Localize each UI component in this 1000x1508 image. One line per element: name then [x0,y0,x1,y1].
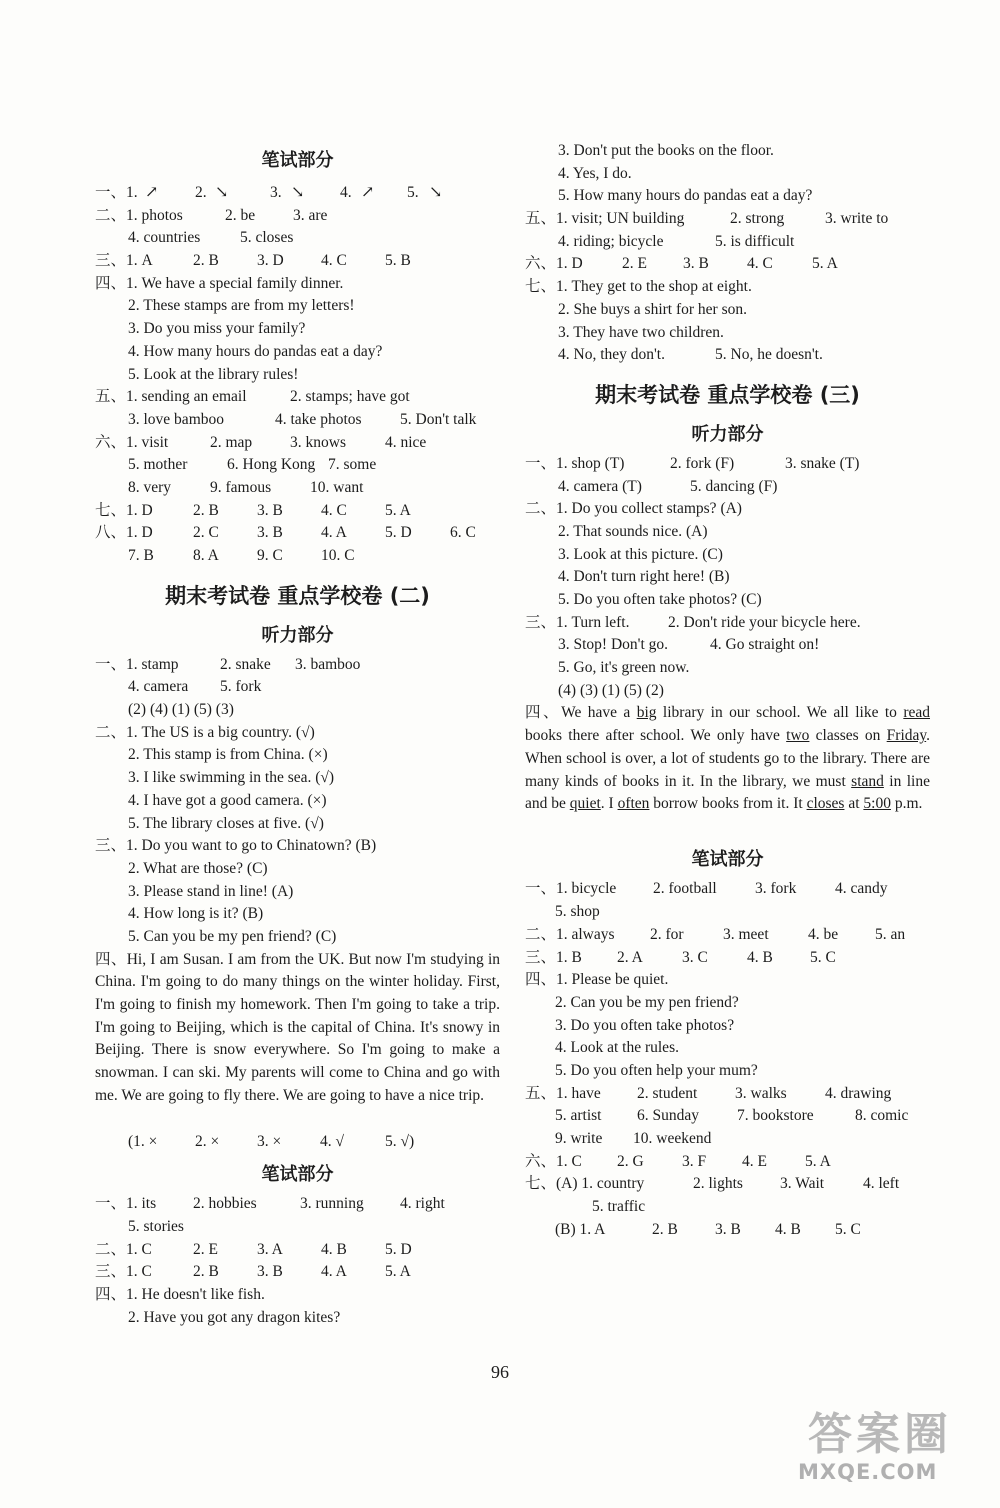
answer-line: 3. They have two children. [558,323,724,341]
answer-line: 六、1. C 2. G 3. F 4. E 5. A [525,1152,831,1170]
answer-line: 2. She buys a shirt for her son. [558,300,747,318]
answer-line: 二、1. Do you collect stamps? (A) [525,500,742,518]
section-title-written: 笔试部分 [261,150,334,171]
answer-line: 4. I have got a good camera. (×) [128,791,327,809]
answer-line: 五、1. have 2. student 3. walks 4. drawing [525,1084,892,1102]
answer-line: 三、1. B 2. A 3. C 4. B 5. C [525,948,836,966]
answer-line: 六、1. D 2. E 3. B 4. C 5. A [525,255,838,273]
exam-title-2: 期末考试卷 重点学校卷 (二) [165,583,430,608]
answer-line: 七、1. They get to the shop at eight. [525,278,752,296]
answer-line: 2. That sounds nice. (A) [558,522,708,540]
answer-line: 六、1. visit 2. map 3. knows 4. nice [95,433,427,451]
answer-line: 一、1. ↗ 2. ↘ 3. ↘ 4. ↗ 5. ↘ [95,182,500,205]
answer-blank: big [636,704,657,722]
answer-line: 4. camera (T) 5. dancing (F) [558,477,778,495]
answer-line: 五、1. sending an email 2. stamps; have got [95,388,410,406]
passage: 四、We have a big library in our school. We all like to read books there after school. We only have two classes on Friday. When school is over, a lot of students go to the library. There are many kinds of books in it. In the library, we must stand in line and be quiet. I often borrow books from it. It closes at 5:00 p.m. [525,704,931,813]
answer-blank: read [903,704,930,722]
section-title-listening: 听力部分 [691,423,764,445]
answer-line: 八、1. D 2. C 3. B 4. A 5. D 6. C [95,524,476,542]
answer-line: 2. Have you got any dragon kites? [128,1308,341,1326]
answer-line: 二、1. The US is a big country. (√) [95,723,315,741]
section-title-written: 笔试部分 [691,849,764,871]
answer-line: 3. I like swimming in the sea. (√) [128,769,335,787]
answer-line: 7. B 8. A 9. C 10. C [128,547,355,564]
answer-line: 5. artist 6. Sunday 7. bookstore 8. comic [555,1107,909,1125]
answer-line: 3. Do you often take photos? [555,1016,735,1034]
answer-blank: 5:00 [863,795,891,813]
right-column [525,140,930,1241]
answer-line: 三、1. Turn left. 2. Don't ride your bicycle here. [525,613,861,631]
answer-line: 5. shop [555,903,600,921]
answer-line: 3. Don't put the books on the floor. [558,142,774,159]
answer-line: 5. Go, it's green now. [558,659,690,677]
exam-title-3: 期末考试卷 重点学校卷 (三) [595,382,860,407]
answer-blank: quiet [569,795,601,813]
answer-line: 五、1. visit; UN building 2. strong 3. write to [525,210,889,228]
answer-line: 二、1. photos 2. be 3. are [95,206,328,224]
section-title-written: 笔试部分 [261,1164,334,1186]
answer-line: 3. Do you miss your family? [128,320,306,338]
answer-line: 5. traffic [592,1198,646,1216]
answer-line: 5. stories [128,1218,184,1235]
left-column [95,140,500,1329]
answer-line: (B) 1. A 2. B 3. B 4. B 5. C [555,1220,861,1238]
answer-line: 七、1. D 2. B 3. B 4. C 5. A [95,501,411,519]
page-number: 96 [491,1362,509,1382]
answer-blank: stand [851,772,884,790]
falling-arrow-icon: ↘ [291,184,305,201]
answer-line: 七、(A) 1. country 2. lights 3. Wait 4. left [525,1175,900,1193]
answer-line: 4. Look at the rules. [555,1039,679,1057]
answer-line: 5. The library closes at five. (√) [128,814,324,832]
passage: 四、Hi, I am Susan. I am from the UK. But now I'm studying in China. I'm going to do many things on the winter holiday. First, I'm going to finish my homework. Then I'm going to take a trip. I'm going to Beijing, which is the capital of China. It's snowy in Beijing. There is snow everywhere. So I'm going to make a snowman. I can ski. My parents will come to China and go with me. We are going to fly there. We are going to have a nice trip. [95,950,500,1104]
answer-blank: two [786,727,810,745]
answer-line: 4. How long is it? (B) [128,905,264,923]
answer-line: (2) (4) (1) (5) (3) [128,701,234,719]
answer-line: 一、1. its 2. hobbies 3. running 4. right [95,1195,445,1213]
answer-line: 3. Look at this picture. (C) [558,545,723,563]
answer-line: 4. riding; bicycle 5. is difficult [558,232,795,250]
answer-line: 三、1. C 2. B 3. B 4. A 5. A [95,1263,411,1281]
answer-line: 5. Do you often take photos? (C) [558,591,762,608]
answer-line: 9. write 10. weekend [555,1130,712,1147]
answer-line: 一、1. stamp 2. snake 3. bamboo [95,655,361,673]
answer-line: 二、1. always 2. for 3. meet 4. be 5. an [525,925,906,943]
answer-line: 三、1. A 2. B 3. D 4. C 5. B [95,252,411,270]
falling-arrow-icon: ↘ [429,184,443,201]
watermark-url: MXQE.COM [798,1460,938,1484]
answer-line: 4. How many hours do pandas eat a day? [128,342,383,360]
answer-line: 5. Can you be my pen friend? (C) [128,927,337,945]
watermark-logo [798,1398,988,1498]
answer-line: (1. × 2. × 3. × 4. √ 5. √) [128,1132,415,1150]
answer-line: 8. very 9. famous 10. want [128,478,364,496]
answer-line: 2. What are those? (C) [128,859,268,877]
answer-line: 4. Don't turn right here! (B) [558,568,730,586]
watermark-text: 答案圈 [808,1409,952,1460]
falling-arrow-icon: ↘ [215,184,229,201]
rising-arrow-icon: ↗ [145,184,159,201]
answer-line: 4. camera 5. fork [128,678,262,696]
answer-line: 4. Yes, I do. [558,164,632,182]
answer-line: 四、1. We have a special family dinner. [95,274,344,292]
answer-line: 4. No, they don't. 5. No, he doesn't. [558,346,823,364]
answer-line: 2. This stamp is from China. (×) [128,746,328,764]
answer-line: 5. Do you often help your mum? [555,1061,758,1079]
answer-line: 一、1. bicycle 2. football 3. fork 4. candy [525,880,888,898]
answer-line: 四、1. He doesn't like fish. [95,1286,265,1304]
answer-blank: closes [806,795,845,813]
answer-line: 5. mother 6. Hong Kong 7. some [128,456,377,474]
answer-line: 3. Please stand in line! (A) [128,882,294,900]
answer-blank: Friday [886,727,927,745]
rising-arrow-icon: ↗ [361,184,375,201]
answer-line: 一、1. shop (T) 2. fork (F) 3. snake (T) [525,454,860,472]
answer-line: (4) (3) (1) (5) (2) [558,681,664,699]
answer-line: 2. Can you be my pen friend? [555,993,739,1011]
answer-line: 三、1. Do you want to go to Chinatown? (B) [95,837,377,855]
answer-line: 2. These stamps are from my letters! [128,297,355,315]
section-title-listening: 听力部分 [261,624,334,646]
answer-line: 4. countries 5. closes [128,229,294,247]
answer-line: 5. Look at the library rules! [128,365,299,383]
answer-line: 3. Stop! Don't go. 4. Go straight on! [558,636,820,654]
answer-line: 5. How many hours do pandas eat a day? [558,187,813,205]
answer-line: 3. love bamboo 4. take photos 5. Don't talk [128,410,477,428]
answer-line: 二、1. C 2. E 3. A 4. B 5. D [95,1240,412,1258]
answer-blank: often [617,795,650,813]
answer-line: 四、1. Please be quiet. [525,971,669,989]
